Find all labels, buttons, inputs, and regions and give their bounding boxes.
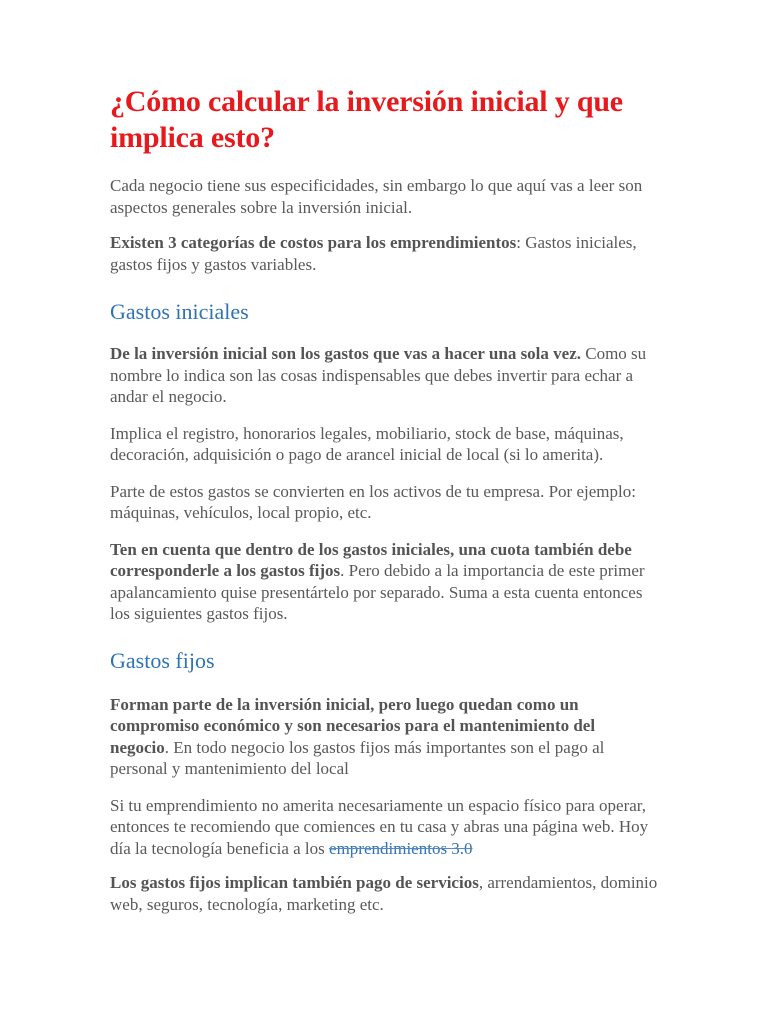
fixed-paragraph-2	[110, 795, 658, 860]
categories-bold-text: Existen 3 categorías de costos para los emprendimientos	[110, 233, 517, 252]
initial-p4-bold-text: Ten en cuenta que dentro de los gastos iniciales, una cuota también debe corresponderle a los gastos fijos	[110, 539, 632, 580]
fixed-p1-bold-text: Forman parte de la inversión inicial, pero luego quedan como un compromiso económico y son necesarios para el mantenimiento del negocio	[110, 694, 596, 757]
categories-paragraph	[110, 232, 658, 275]
initial-paragraph-2: Implica el registro, honorarios legales, mobiliario, stock de base, máquinas, decoración, adquisición o pago de arancel inicial de local (si lo amerita).	[110, 423, 624, 464]
categories-text: : Gastos iniciales, gastos fijos y gastos variables.	[110, 233, 637, 274]
fixed-paragraph-3	[110, 872, 658, 915]
fixed-p2-text: Si tu emprendimiento no amerita necesariamente un espacio físico para operar, entonces te recomiendo que comiences en tu casa y abras una página web. Hoy día la tecnología beneficia a los	[110, 795, 649, 858]
initial-paragraph-1	[110, 343, 658, 408]
initial-paragraph-4	[110, 539, 658, 625]
emprendimientos-link[interactable]: emprendimientos 3.0	[329, 838, 473, 858]
intro-paragraph: Cada negocio tiene sus especificidades, sin embargo lo que aquí vas a leer son aspectos generales sobre la inversión inicial.	[110, 176, 643, 217]
page-title: ¿Cómo calcular la inversión inicial y que implica esto?	[110, 85, 623, 154]
fixed-paragraph-1	[110, 694, 658, 780]
initial-p1-text: Como su nombre lo indica son las cosas indispensables que debes invertir para echar a andar el negocio.	[110, 344, 647, 406]
heading-gastos-fijos: Gastos fijos	[110, 647, 215, 673]
initial-p1-bold-text: De la inversión inicial son los gastos que vas a hacer una sola vez.	[110, 344, 581, 363]
fixed-p3-bold-text: Los gastos fijos implican también pago de servicios	[110, 873, 479, 892]
fixed-p3-text: , arrendamientos, dominio web, seguros, tecnología, marketing etc.	[110, 873, 658, 914]
initial-paragraph-3: Parte de estos gastos se convierten en los activos de tu empresa. Por ejemplo: máquinas, vehículos, local propio, etc.	[110, 481, 636, 522]
fixed-p1-text: . En todo negocio los gastos fijos más importantes son el pago al personal y mantenimiento del local	[110, 737, 605, 778]
initial-p4-text: . Pero debido a la importancia de este primer apalancamiento quise presentártelo por separado. Suma a esta cuenta entonces los siguientes gastos fijos.	[110, 561, 645, 623]
heading-gastos-iniciales: Gastos iniciales	[110, 299, 249, 324]
